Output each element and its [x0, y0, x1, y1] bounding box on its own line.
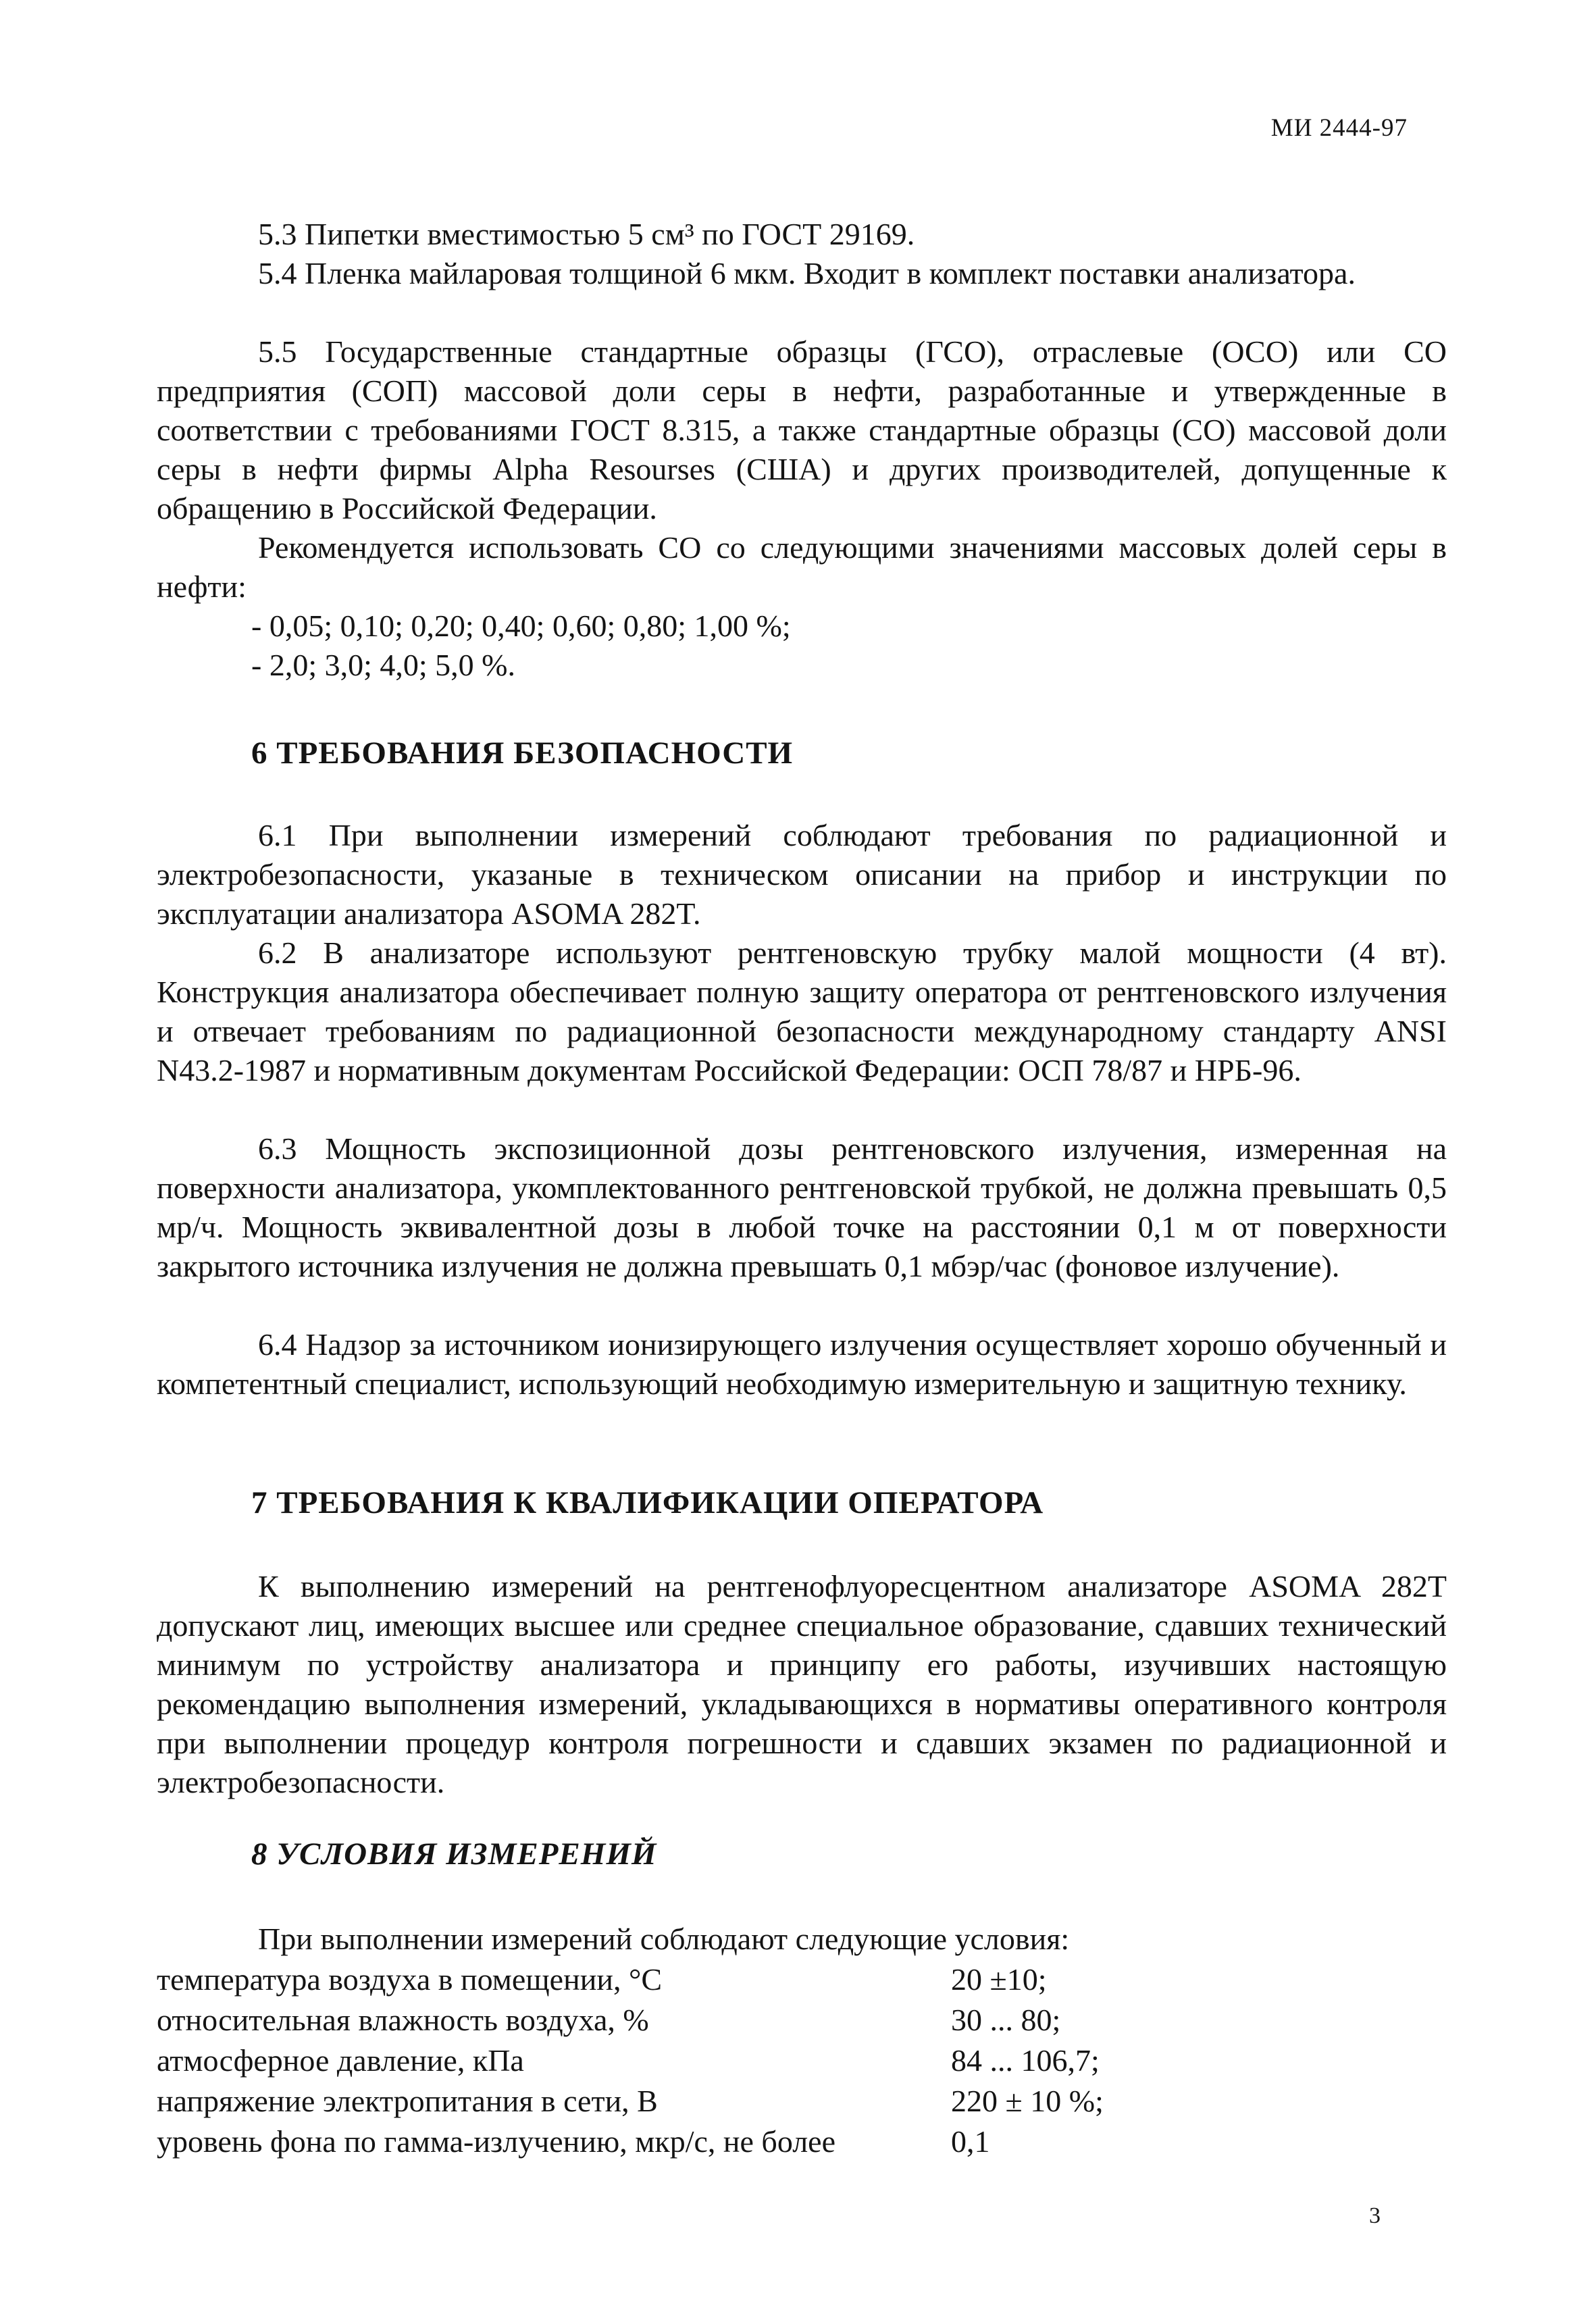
paragraph-5-5: 5.5 Государственные стандартные образцы (ГСО), отраслевые (ОСО) или СО предприятия (СОП) массовой доли серы в нефти, разработанные и утвержденные в соответствии с требованиями ГОСТ 8.315, а также стандартные образцы (СО) массовой доли серы в нефти фирмы Alpha Resourses (США) и других производителей, допущенные к обращению в Российской Федерации.	[157, 334, 1447, 525]
condition-row	[157, 1960, 1372, 1999]
condition-row	[157, 2082, 1372, 2121]
list-item: - 0,05; 0,10; 0,20; 0,40; 0,60; 0,80; 1,00 %;	[251, 609, 791, 643]
paragraph-5-3: 5.3 Пипетки вместимостью 5 см³ по ГОСТ 29169.	[258, 217, 915, 251]
document-code: МИ 2444-97	[1270, 114, 1408, 142]
condition-value: 0,1	[951, 2124, 990, 2159]
paragraph-6-1: 6.1 При выполнении измерений соблюдают требования по радиационной и электробезопасности, указаные в техническом описании на прибор и инструкции по эксплуатации анализатора ASOMA 282T.	[157, 818, 1447, 931]
paragraph-8-intro: При выполнении измерений соблюдают следующие условия:	[258, 1922, 1070, 1956]
condition-value: 20 ±10;	[951, 1962, 1047, 1997]
condition-row	[157, 2041, 1372, 2080]
condition-value: 30 ... 80;	[951, 2003, 1061, 2037]
condition-label: напряжение электропитания в сети, В	[157, 2084, 658, 2118]
section-7-heading: 7 ТРЕБОВАНИЯ К КВАЛИФИКАЦИИ ОПЕРАТОРА	[251, 1485, 1044, 1520]
page-number: 3	[1369, 2203, 1381, 2228]
paragraph-6-4: 6.4 Надзор за источником ионизирующего излучения осуществляет хорошо обученный и компетентный специалист, использующий необходимую измерительную и защитную технику.	[157, 1327, 1447, 1401]
condition-row	[157, 2001, 1372, 2040]
paragraph-recommendation: Рекомендуется использовать СО со следующими значениями массовых долей серы в нефти:	[157, 530, 1447, 604]
list-item: - 2,0; 3,0; 4,0; 5,0 %.	[251, 648, 515, 682]
condition-value: 220 ± 10 %;	[951, 2084, 1104, 2118]
section-8-heading: 8 УСЛОВИЯ ИЗМЕРЕНИЙ	[251, 1836, 657, 1872]
paragraph-6-2: 6.2 В анализаторе используют рентгеновскую трубку малой мощности (4 вт). Конструкция анализатора обеспечивает полную защиту оператора от рентгеновского излучения и отвечает требованиям по радиационной безопасности международному стандарту ANSI N43.2-1987 и нормативным документам Российской Федерации: ОСП 78/87 и НРБ-96.	[157, 935, 1447, 1087]
paragraph-6-3: 6.3 Мощность экспозиционной дозы рентгеновского излучения, измеренная на поверхности анализатора, укомплектованного рентгеновской трубкой, не должна превышать 0,5 мр/ч. Мощность эквивалентной дозы в любой точке на расстоянии 0,1 м от поверхности закрытого источника излучения не должна превышать 0,1 мбэр/час (фоновое излучение).	[157, 1131, 1447, 1283]
document-page	[157, 0, 1448, 2314]
paragraph-7: К выполнению измерений на рентгенофлуоресцентном анализаторе ASOMA 282T допускают лиц, имеющих высшее или среднее специальное образование, сдавших технический минимум по устройству анализатора и принципу его работы, изучивших настоящую рекомендацию выполнения измерений, укладывающихся в нормативы оперативного контроля при выполнении процедур контроля погрешности и сдавших экзамен по радиационной и электробезопасности.	[157, 1569, 1447, 1799]
condition-value: 84 ... 106,7;	[951, 2043, 1100, 2078]
section-6-heading: 6 ТРЕБОВАНИЯ БЕЗОПАСНОСТИ	[251, 736, 794, 771]
condition-row	[157, 2122, 1372, 2161]
condition-label: относительная влажность воздуха, %	[157, 2003, 649, 2037]
condition-label: температура воздуха в помещении, °С	[157, 1962, 663, 1997]
condition-label: атмосферное давление, кПа	[157, 2043, 524, 2078]
condition-label: уровень фона по гамма-излучению, мкр/с, не более	[157, 2124, 836, 2159]
paragraph-5-4: 5.4 Пленка майларовая толщиной 6 мкм. Входит в комплект поставки анализатора.	[258, 256, 1356, 290]
